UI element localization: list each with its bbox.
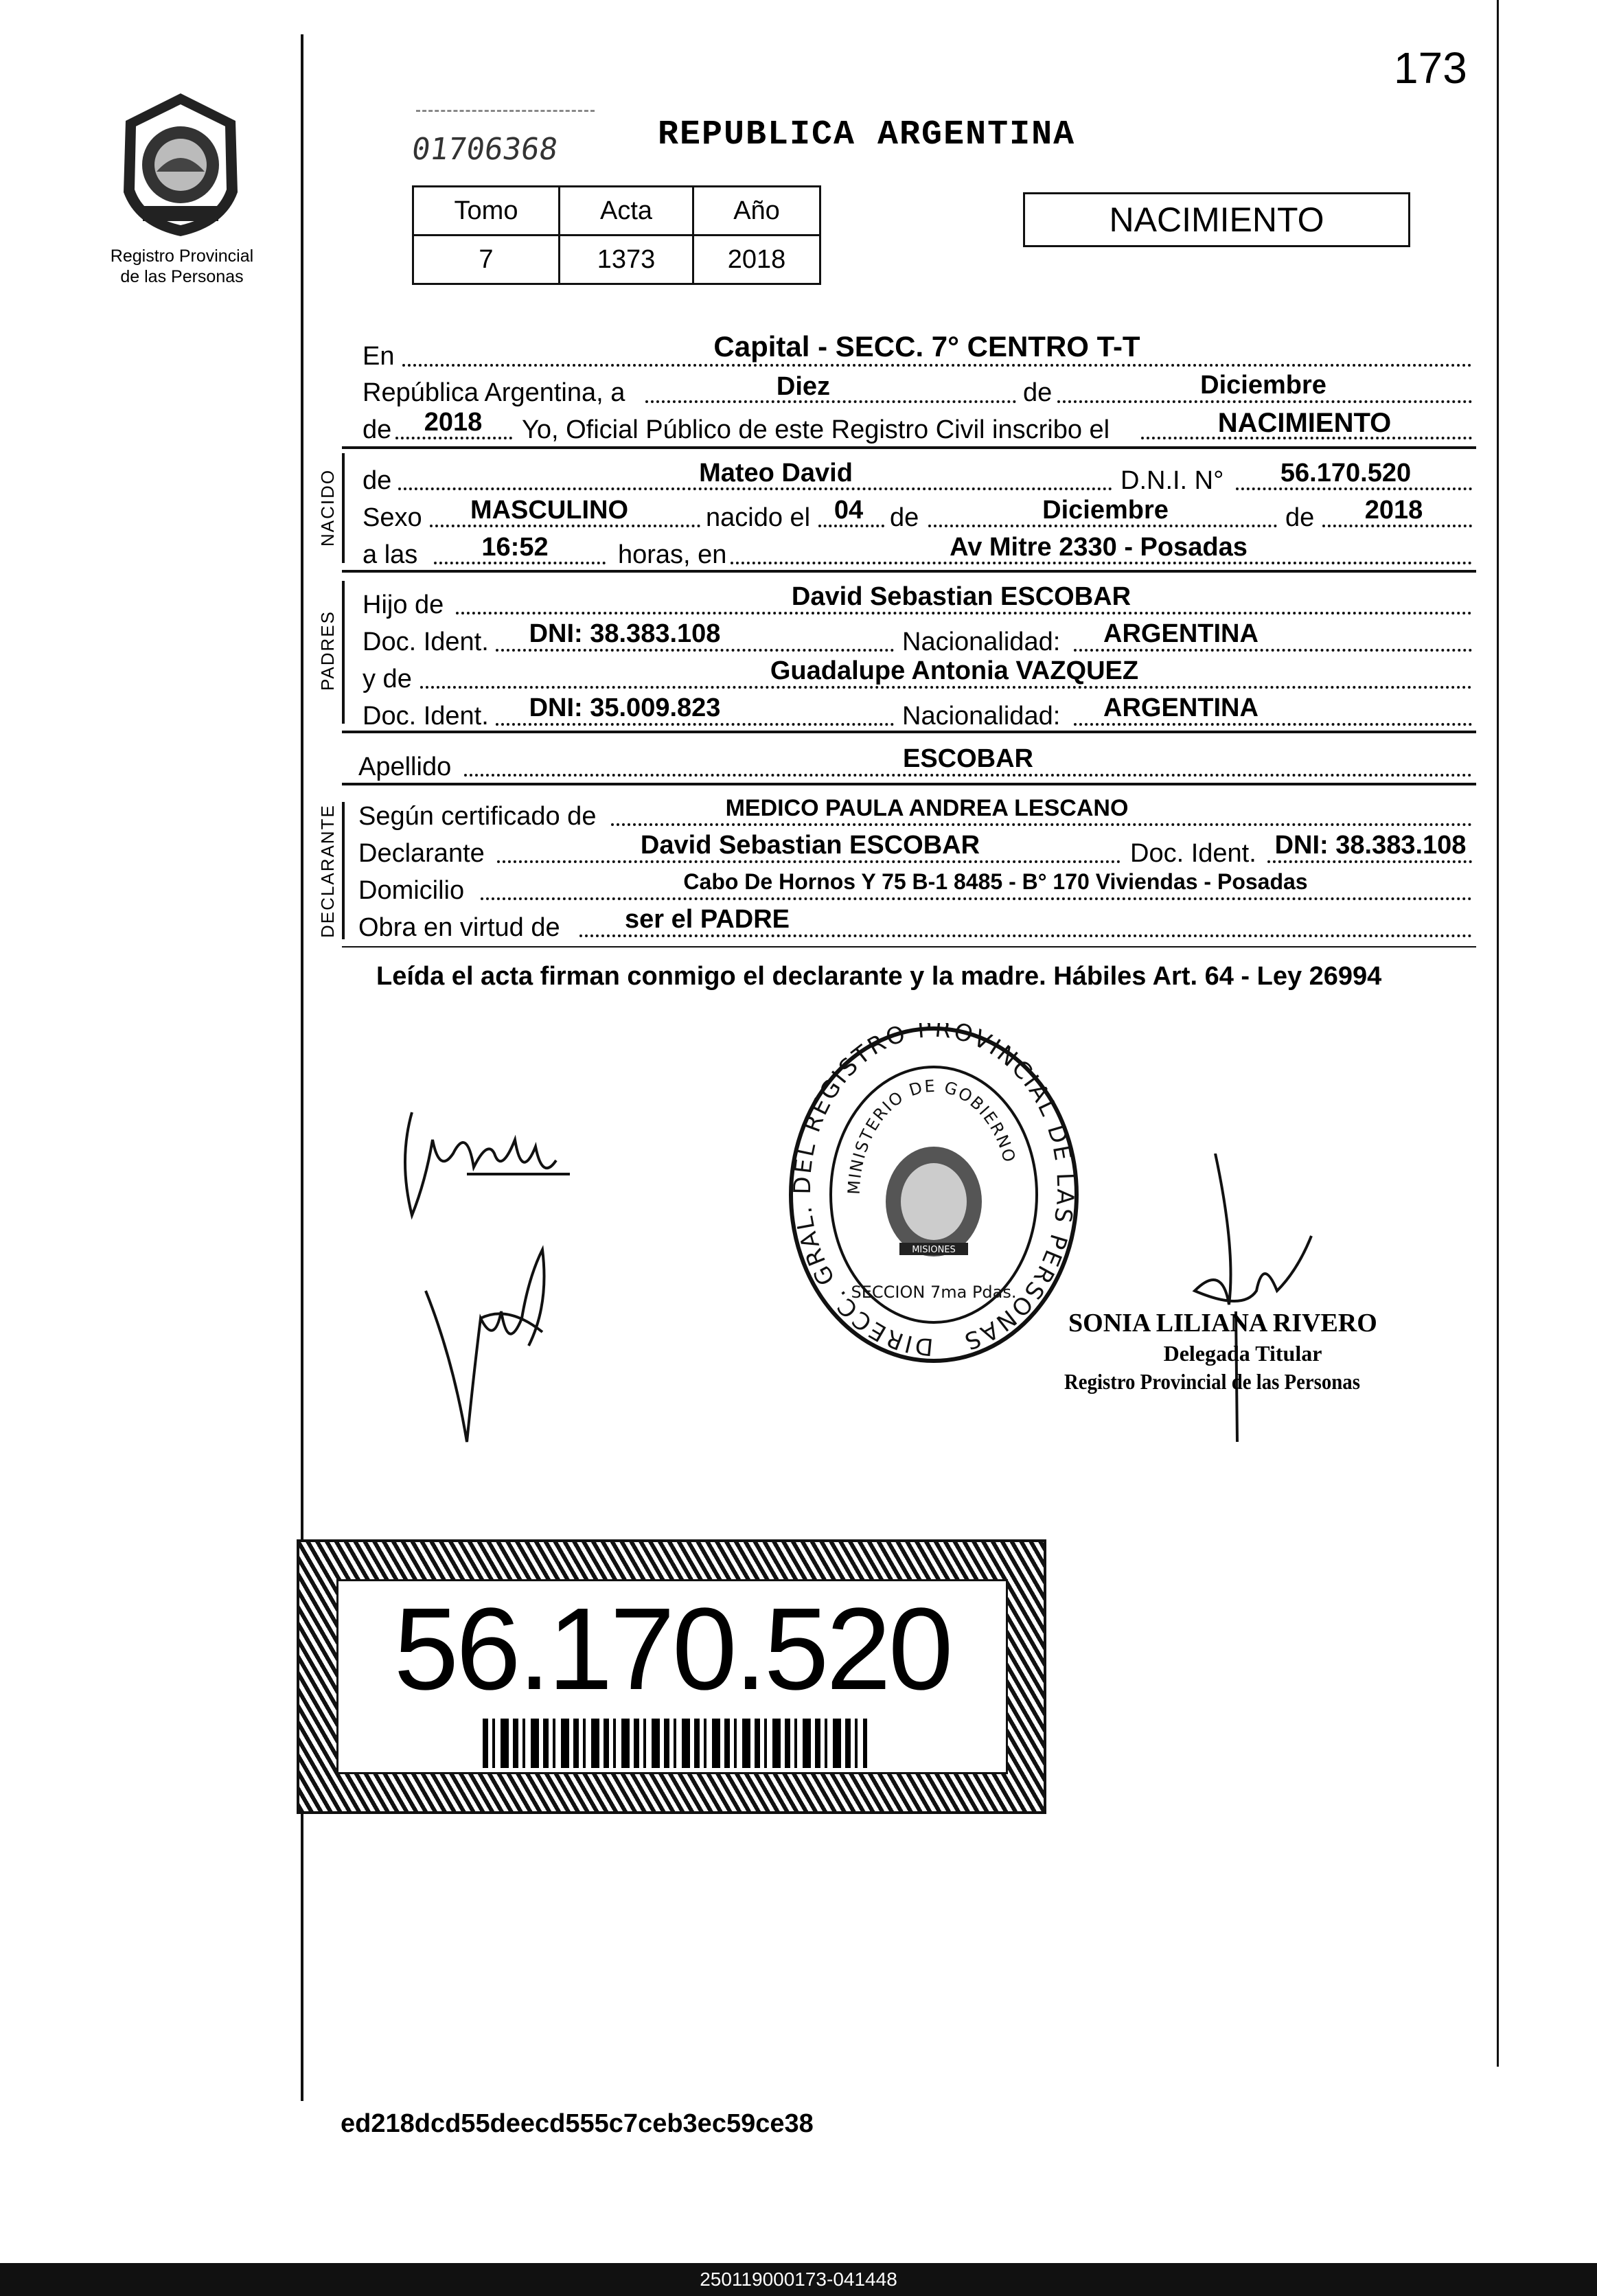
nacido-bracket xyxy=(342,453,345,563)
nacido-mes-label: de xyxy=(890,503,919,532)
logo-caption-line1: Registro Provincial xyxy=(110,246,254,266)
stamp-center-text: MISIONES xyxy=(912,1245,956,1255)
divider-3 xyxy=(342,731,1476,733)
right-margin-line xyxy=(1497,0,1499,2067)
year-value: 2018 xyxy=(424,408,483,437)
madre-label: y de xyxy=(363,665,412,693)
stamp-outer-text: DIRECC. GRAL. DEL REGISTRO PROVINCIAL DE LAS PERSONAS xyxy=(788,1023,1079,1361)
month-label: de xyxy=(1023,378,1053,407)
acta-header: Acta xyxy=(560,187,693,236)
handwritten-number: 01706368 xyxy=(409,132,560,167)
hora-label: a las xyxy=(363,540,418,569)
country-title: REPUBLICA ARGENTINA xyxy=(658,115,1076,154)
record-type-label: NACIMIENTO xyxy=(1109,200,1324,239)
nacido-mes-value: Diciembre xyxy=(1042,496,1169,525)
signature-right xyxy=(1160,1153,1339,1449)
stamp-inner-text: MINISTERIO DE GOBIERNO xyxy=(844,1076,1020,1195)
tomo-value: 7 xyxy=(413,236,560,284)
republica-label: República Argentina, a xyxy=(363,378,625,407)
divider-4 xyxy=(342,783,1476,785)
footer-code: 250119000173-041448 xyxy=(700,2269,897,2290)
apellido-label: Apellido xyxy=(358,753,452,781)
signature-left-top xyxy=(391,1099,577,1229)
certificado-line xyxy=(611,823,1472,826)
dni-value: 56.170.520 xyxy=(1280,459,1412,487)
year-label: de xyxy=(363,415,392,444)
inscribo-value: NACIMIENTO xyxy=(1217,408,1392,438)
lugar-label: horas, en xyxy=(618,540,727,569)
logo-caption-line2: de las Personas xyxy=(120,267,244,286)
sexo-line xyxy=(430,525,700,527)
obra-line xyxy=(579,934,1472,937)
apellido-value: ESCOBAR xyxy=(902,744,1034,773)
acta-value: 1373 xyxy=(560,236,693,284)
declarante-line xyxy=(497,860,1121,863)
nacido-section-label: NACIDO xyxy=(317,468,338,547)
domicilio-value: Cabo De Hornos Y 75 B-1 8485 - B° 170 Viviendas - Posadas xyxy=(683,869,1308,894)
nacido-el-label: nacido el xyxy=(706,503,811,532)
month-line xyxy=(1057,400,1472,403)
padre-nac-label: Nacionalidad: xyxy=(902,628,1061,656)
madre-value: Guadalupe Antonia VAZQUEZ xyxy=(770,656,1139,685)
madre-line xyxy=(420,686,1472,689)
sexo-label: Sexo xyxy=(363,503,422,532)
declarante-bracket xyxy=(342,802,345,939)
padre-line xyxy=(456,612,1472,615)
scribble-mark xyxy=(416,110,595,112)
tomo-header: Tomo xyxy=(413,187,560,236)
dni-security-box xyxy=(297,1539,1046,1814)
obra-value: ser el PADRE xyxy=(624,905,790,934)
madre-nac-value: ARGENTINA xyxy=(1103,693,1259,722)
padre-nac-value: ARGENTINA xyxy=(1103,619,1259,648)
padre-doc-line xyxy=(496,649,894,652)
dni-box-number: 56.170.520 xyxy=(393,1584,951,1714)
page-number: 173 xyxy=(1394,43,1467,93)
official-signature-block xyxy=(1064,1308,1421,1394)
official-title: Delegada Titular xyxy=(1163,1341,1322,1366)
nombre-value: Mateo David xyxy=(699,459,853,487)
certificado-value: MEDICO PAULA ANDREA LESCANO xyxy=(725,795,1129,821)
month-value: Diciembre xyxy=(1200,371,1326,400)
divider-1 xyxy=(342,446,1476,449)
obra-label: Obra en virtud de xyxy=(358,913,560,942)
hora-value: 16:52 xyxy=(481,533,549,562)
declarante-value: David Sebastian ESCOBAR xyxy=(640,831,980,860)
padre-doc-value: DNI: 38.383.108 xyxy=(529,619,721,648)
nacido-anio-line xyxy=(1322,525,1472,527)
record-type-box xyxy=(1023,192,1410,247)
dni-box-inner xyxy=(336,1579,1008,1774)
official-stamp xyxy=(783,1023,1085,1366)
nacido-anio-label: de xyxy=(1285,503,1315,532)
madre-doc-value: DNI: 35.009.823 xyxy=(529,693,721,722)
en-label: En xyxy=(363,342,395,371)
nacido-el-line xyxy=(818,525,884,527)
padres-bracket xyxy=(342,581,345,724)
nombre-label: de xyxy=(363,466,392,495)
anio-header: Año xyxy=(693,187,820,236)
declarante-doc-line xyxy=(1267,860,1472,863)
en-value: Capital - SECC. 7° CENTRO T-T xyxy=(713,330,1140,363)
padres-section-label: PADRES xyxy=(317,610,338,691)
divider-2 xyxy=(342,570,1476,573)
day-value: Diez xyxy=(776,372,831,401)
apellido-line xyxy=(464,774,1472,777)
province-logo xyxy=(115,89,246,240)
domicilio-label: Domicilio xyxy=(358,876,465,905)
anio-value: 2018 xyxy=(693,236,820,284)
divider-5 xyxy=(342,946,1476,948)
year-line xyxy=(395,437,512,439)
nacido-el-value: 04 xyxy=(834,496,864,525)
closing-text: Leída el acta firman conmigo el declarante y la madre. Hábiles Art. 64 - Ley 26994 xyxy=(376,962,1382,991)
en-line xyxy=(402,364,1472,367)
sexo-value: MASCULINO xyxy=(470,496,629,525)
inscribo-text: Yo, Oficial Público de este Registro Civil inscribo el xyxy=(522,415,1110,444)
footer-bar xyxy=(0,2263,1597,2296)
official-office: Registro Provincial de las Personas xyxy=(1064,1369,1360,1394)
padre-doc-label: Doc. Ident. xyxy=(363,628,489,656)
record-table xyxy=(412,185,821,285)
nacido-anio-value: 2018 xyxy=(1364,496,1423,525)
madre-doc-line xyxy=(496,723,894,726)
official-name: SONIA LILIANA RIVERO xyxy=(1068,1309,1377,1338)
dni-barcode xyxy=(483,1719,867,1768)
nombre-line xyxy=(398,487,1112,490)
madre-doc-label: Doc. Ident. xyxy=(363,702,489,731)
declarante-doc-value: DNI: 38.383.108 xyxy=(1274,831,1467,860)
padre-value: David Sebastian ESCOBAR xyxy=(791,582,1131,611)
republica-line xyxy=(645,400,1016,403)
padre-nac-line xyxy=(1074,649,1472,652)
dni-line xyxy=(1236,487,1472,490)
stamp-bottom-text: SECCION 7ma Pdas. xyxy=(851,1283,1017,1302)
nacido-mes-line xyxy=(928,525,1277,527)
logo-caption xyxy=(82,246,282,287)
signature-left-bottom xyxy=(412,1236,590,1449)
madre-nac-label: Nacionalidad: xyxy=(902,702,1061,731)
hora-line xyxy=(434,562,606,564)
padre-label: Hijo de xyxy=(363,590,444,619)
lugar-line xyxy=(731,562,1472,564)
domicilio-line xyxy=(481,897,1472,900)
document-hash: ed218dcd55deecd555c7ceb3ec59ce38 xyxy=(341,2109,814,2138)
lugar-value: Av Mitre 2330 - Posadas xyxy=(950,533,1248,562)
dni-label: D.N.I. N° xyxy=(1121,466,1224,495)
declarante-section-label: DECLARANTE xyxy=(317,804,338,938)
madre-nac-line xyxy=(1074,723,1472,726)
certificado-label: Según certificado de xyxy=(358,802,597,831)
declarante-label: Declarante xyxy=(358,839,485,868)
declarante-doc-label: Doc. Ident. xyxy=(1130,839,1256,868)
